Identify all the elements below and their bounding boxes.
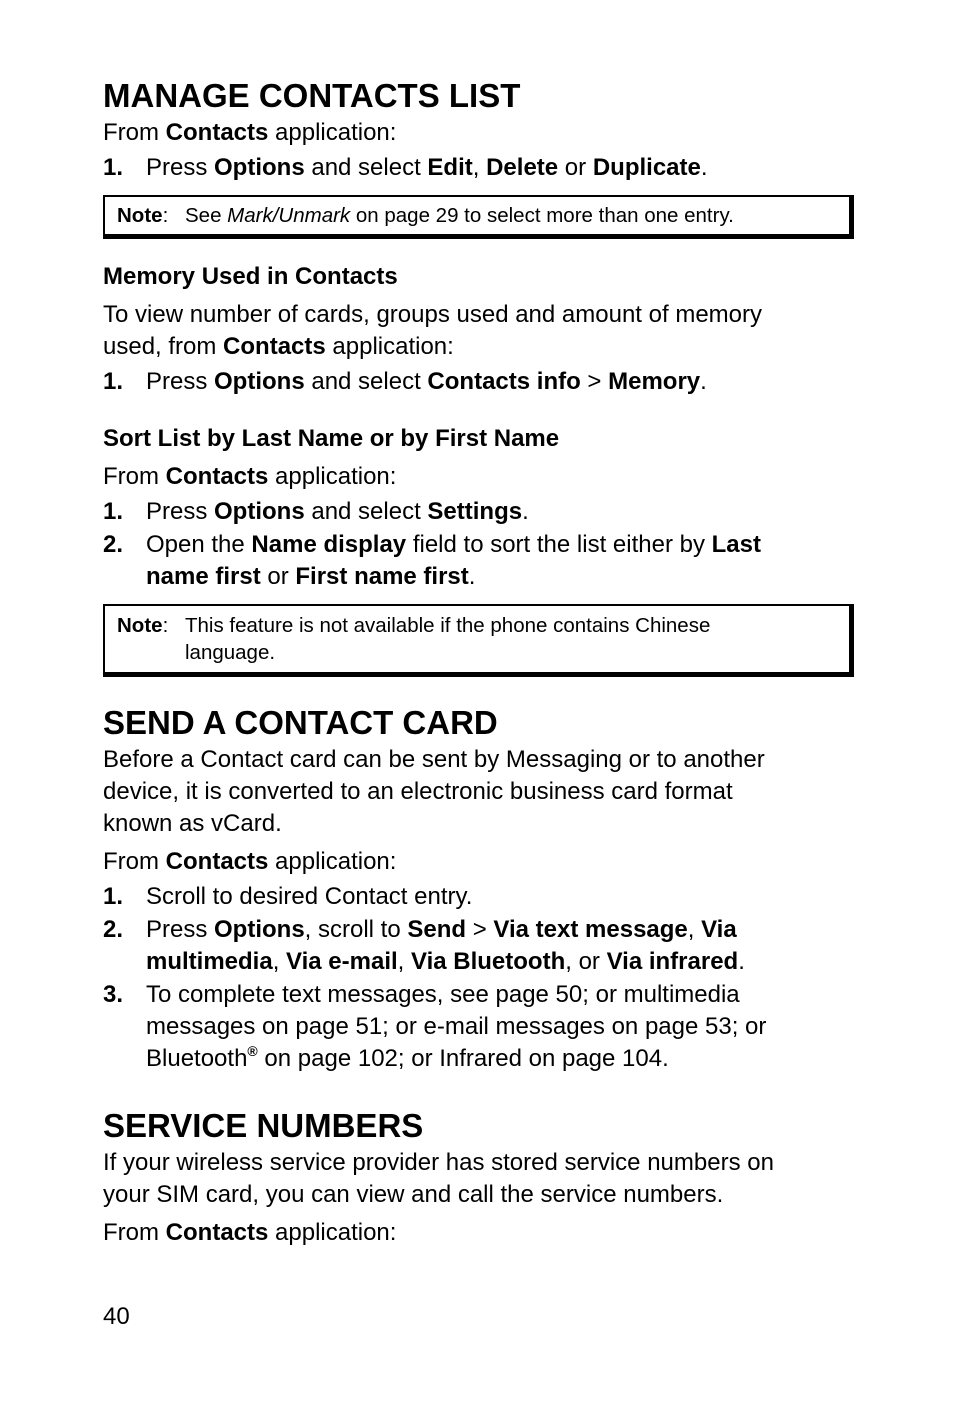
- step-text: Press Options and select Settings.: [146, 498, 529, 525]
- step-text-line-2: messages on page 51; or e-mail messages on page 53; or: [146, 1013, 767, 1040]
- sort-from-line: From Contacts application:: [103, 463, 397, 490]
- heading-service-numbers: SERVICE NUMBERS: [103, 1107, 424, 1144]
- step-text-line-1: Open the Name display field to sort the list either by Last: [146, 531, 761, 558]
- step-number: 1.: [103, 498, 124, 525]
- note-text: See Mark/Unmark on page 29 to select more than one entry.: [185, 204, 734, 227]
- step-text-line-1: To complete text messages, see page 50; or multimedia: [146, 981, 740, 1008]
- sort-step-2: [103, 529, 853, 593]
- send-para-line-1: Before a Contact card can be sent by Messaging or to another: [103, 746, 765, 773]
- heading-memory-used: Memory Used in Contacts: [103, 263, 398, 290]
- manage-from-line: From Contacts application:: [103, 119, 397, 146]
- step-text-line-1: Press Options, scroll to Send > Via text message, Via: [146, 916, 737, 943]
- step-text: Scroll to desired Contact entry.: [146, 883, 473, 910]
- send-step-3: [103, 979, 853, 1075]
- service-para-line-2: your SIM card, you can view and call the service numbers.: [103, 1181, 724, 1208]
- send-step-2: [103, 914, 853, 978]
- step-number: 1.: [103, 154, 124, 181]
- service-from-line: From Contacts application:: [103, 1219, 397, 1246]
- step-number: 2.: [103, 531, 124, 558]
- note-text-line-1: This feature is not available if the phone contains Chinese: [185, 614, 711, 637]
- step-number: 2.: [103, 916, 124, 943]
- step-text-line-3: Bluetooth® on page 102; or Infrared on page 104.: [146, 1043, 669, 1072]
- memory-para-line-2: used, from Contacts application:: [103, 333, 454, 360]
- note-text-line-2: language.: [185, 641, 276, 664]
- page-number: 40: [103, 1303, 130, 1330]
- note-box-mark-unmark: [103, 195, 854, 239]
- heading-sort-list: Sort List by Last Name or by First Name: [103, 425, 560, 452]
- step-number: 1.: [103, 883, 124, 910]
- send-para-line-3: known as vCard.: [103, 810, 282, 837]
- heading-manage-contacts-list: MANAGE CONTACTS LIST: [103, 77, 521, 114]
- note-box-chinese-language: [103, 604, 854, 677]
- step-text: Press Options and select Contacts info > Memory.: [146, 368, 707, 395]
- registered-mark: ®: [247, 1043, 258, 1059]
- step-number: 1.: [103, 368, 124, 395]
- send-para-line-2: device, it is converted to an electronic business card format: [103, 778, 733, 805]
- step-text-line-2: multimedia, Via e-mail, Via Bluetooth, or Via infrared.: [146, 948, 745, 975]
- heading-send-contact-card: SEND A CONTACT CARD: [103, 704, 498, 741]
- step-number: 3.: [103, 981, 124, 1008]
- memory-para-line-1: To view number of cards, groups used and amount of memory: [103, 301, 762, 328]
- note-label: Note:: [117, 614, 169, 637]
- note-label: Note:: [117, 204, 169, 227]
- step-text: Press Options and select Edit, Delete or Duplicate.: [146, 154, 708, 181]
- send-from-line: From Contacts application:: [103, 848, 397, 875]
- service-para-line-1: If your wireless service provider has stored service numbers on: [103, 1149, 774, 1176]
- step-text-line-2: name first or First name first.: [146, 563, 476, 590]
